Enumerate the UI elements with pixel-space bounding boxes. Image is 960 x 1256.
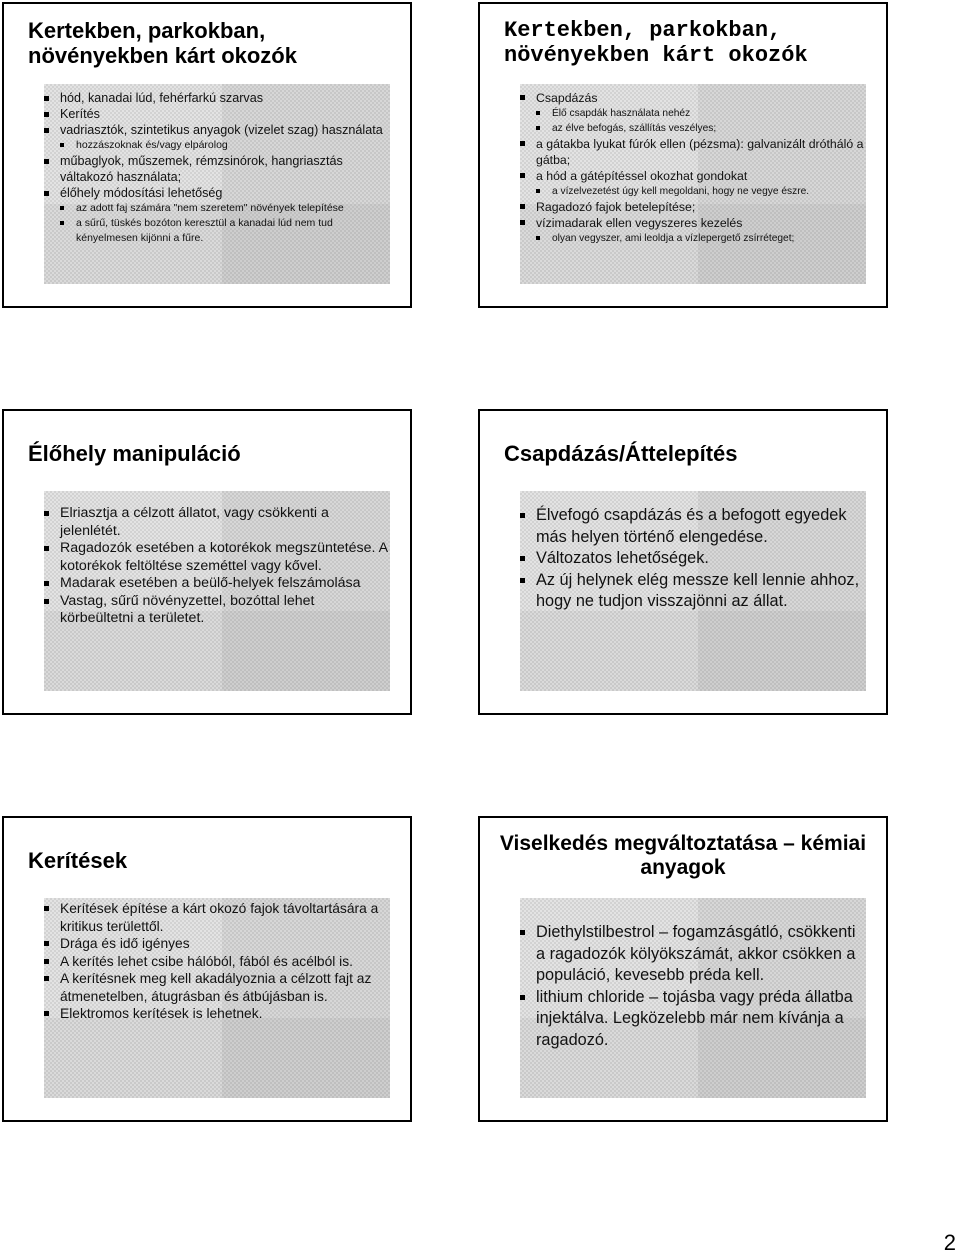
- square-bullet-icon: [44, 546, 49, 551]
- square-bullet-icon: [44, 511, 49, 516]
- square-bullet-icon: [536, 126, 540, 130]
- list-item: [520, 184, 866, 199]
- list-item-text: a sűrű, tüskés bozóton keresztül a kanadai lúd nem tud kényelmesen kijönni a fűre.: [76, 217, 333, 244]
- square-bullet-icon: [536, 236, 540, 240]
- square-bullet-icon: [520, 513, 525, 518]
- list-item: [44, 153, 390, 185]
- square-bullet-icon: [536, 111, 540, 115]
- list-item-text: Diethylstilbestrol – fogamzásgátló, csökkenti a ragadozók kölyökszámát, akkor csökken a populáció, kevesebb préda kell.: [536, 923, 856, 984]
- square-bullet-icon: [60, 221, 64, 225]
- bullet-list: [520, 90, 866, 246]
- list-item: [520, 106, 866, 121]
- list-item: [44, 106, 390, 122]
- list-item-text: Ragadozó fajok betelepítése;: [536, 200, 696, 214]
- square-bullet-icon: [60, 206, 64, 210]
- list-item-text: Drága és idő igényes: [60, 936, 190, 951]
- list-item-text: Kerítések építése a kárt okozó fajok távoltartására a kritikus területtől.: [60, 901, 379, 934]
- square-bullet-icon: [520, 930, 525, 935]
- slide-4: [478, 409, 888, 715]
- list-item-text: Az új helynek elég messze kell lennie ahhoz, hogy ne tudjon visszajönni az állat.: [536, 570, 860, 610]
- square-bullet-icon: [520, 173, 525, 178]
- square-bullet-icon: [44, 959, 49, 964]
- list-item-text: A kerítés lehet csibe hálóból, fából és acélból is.: [60, 953, 353, 969]
- slide-title: Viselkedés megváltoztatása – kémiai anyagok: [499, 832, 867, 880]
- list-item-text: Vastag, sűrű növényzettel, bozóttal lehet körbeültetni a területet.: [60, 592, 315, 626]
- list-item-text: olyan vegyszer, ami leoldja a vízlepergető zsírréteget;: [552, 233, 795, 244]
- list-item: [520, 922, 866, 987]
- list-item-text: hozzászoknak és/vagy elpárolog: [76, 139, 228, 151]
- slide-body: [520, 898, 866, 1098]
- list-item: [44, 1005, 390, 1023]
- bullet-list: [44, 505, 390, 628]
- square-bullet-icon: [536, 189, 540, 193]
- list-item: [520, 570, 866, 613]
- bullet-list: [520, 505, 866, 613]
- slide-body: [520, 491, 866, 691]
- list-item: [44, 216, 390, 246]
- list-item-text: élőhely módosítási lehetőség: [60, 186, 223, 200]
- page-number: 2: [943, 1230, 956, 1255]
- list-item: [520, 505, 866, 548]
- slide-body: [520, 84, 866, 284]
- square-bullet-icon: [520, 95, 525, 100]
- list-item: [520, 231, 866, 246]
- slide-3: [2, 409, 412, 715]
- bullet-list: [520, 922, 866, 1051]
- slide-title: Kertekben, parkokban, növényekben kárt okozók: [28, 18, 297, 69]
- square-bullet-icon: [520, 995, 525, 1000]
- square-bullet-icon: [44, 941, 49, 946]
- list-item-text: Csapdázás: [536, 91, 598, 105]
- square-bullet-icon: [44, 1011, 49, 1016]
- slide-title: Kertekben, parkokban, növényekben kárt okozók: [504, 18, 808, 69]
- list-item: [44, 122, 390, 138]
- slide-6: [478, 816, 888, 1122]
- square-bullet-icon: [44, 128, 49, 133]
- list-item-text: műbaglyok, műszemek, rémzsinórok, hangriasztás váltakozó használata;: [60, 154, 343, 184]
- slide-body: [44, 84, 390, 284]
- bullet-list: [44, 90, 390, 246]
- slide-body: [44, 898, 390, 1098]
- list-item: [44, 540, 390, 575]
- bullet-list: [44, 900, 390, 1023]
- slide-title: Élőhely manipuláció: [28, 441, 241, 466]
- list-item-text: Elektromos kerítések is lehetnek.: [60, 1006, 263, 1021]
- list-item: [520, 121, 866, 136]
- list-item: [44, 935, 390, 953]
- list-item-text: vízimadarak ellen vegyszeres kezelés: [536, 216, 743, 230]
- list-item-text: lithium chloride – tojásba vagy préda állatba injektálva. Legközelebb már nem kívánja a ragadozó.: [536, 987, 853, 1049]
- square-bullet-icon: [44, 159, 49, 164]
- slide-5: [2, 816, 412, 1122]
- square-bullet-icon: [44, 976, 49, 981]
- list-item-text: a vízelvezetést úgy kell megoldani, hogy ne vegye észre.: [552, 186, 810, 197]
- list-item: [44, 90, 390, 106]
- list-item-text: A kerítésnek meg kell akadályoznia a célzott fajt az átmenetelben, átugrásban és átbújásban is.: [60, 971, 372, 1004]
- list-item: [44, 185, 390, 201]
- list-item: [44, 575, 390, 593]
- list-item: [520, 215, 866, 231]
- list-item: [44, 900, 390, 935]
- list-item: [520, 168, 866, 184]
- list-item-text: Élő csapdák használata nehéz: [552, 108, 691, 119]
- list-item: [44, 970, 390, 1005]
- list-item-text: a gátakba lyukat fúrók ellen (pézsma): galvanizált drótháló a gátba;: [536, 137, 864, 167]
- square-bullet-icon: [60, 143, 64, 147]
- list-item-text: Elriasztja a célzott állatot, vagy csökkenti a jelenlétét.: [60, 505, 329, 539]
- slide-body: [44, 491, 390, 691]
- square-bullet-icon: [520, 578, 525, 583]
- square-bullet-icon: [520, 556, 525, 561]
- list-item-text: a hód a gátépítéssel okozhat gondokat: [536, 169, 748, 183]
- square-bullet-icon: [44, 112, 49, 117]
- list-item: [520, 199, 866, 215]
- list-item-text: az adott faj számára "nem szeretem" növények telepítése: [76, 202, 344, 214]
- square-bullet-icon: [44, 581, 49, 586]
- square-bullet-icon: [520, 141, 525, 146]
- list-item-text: vadriasztók, szintetikus anyagok (vizelet szag) használata: [60, 123, 383, 137]
- list-item: [520, 136, 866, 168]
- list-item-text: Élvefogó csapdázás és a befogott egyedek más helyen történő elengedése.: [536, 506, 847, 546]
- square-bullet-icon: [44, 96, 49, 101]
- list-item-text: Kerítés: [60, 107, 100, 121]
- square-bullet-icon: [44, 191, 49, 196]
- list-item: [520, 90, 866, 106]
- list-item-text: Ragadozók esetében a kotorékok megszüntetése. A kotorékok feltöltése szeméttel vagy kővel.: [60, 540, 388, 574]
- list-item-text: hód, kanadai lúd, fehérfarkú szarvas: [60, 91, 264, 105]
- list-item: [44, 505, 390, 540]
- square-bullet-icon: [44, 906, 49, 911]
- list-item: [520, 548, 866, 570]
- list-item-text: Madarak esetében a beülő-helyek felszámolása: [60, 575, 361, 591]
- square-bullet-icon: [44, 599, 49, 604]
- list-item-text: Változatos lehetőségek.: [536, 549, 709, 567]
- list-item: [44, 593, 390, 628]
- slide-title: Kerítések: [28, 848, 128, 873]
- list-item: [44, 138, 390, 153]
- list-item: [44, 953, 390, 971]
- slide-2: [478, 2, 888, 308]
- list-item: [520, 987, 866, 1052]
- slide-title: Csapdázás/Áttelepítés: [504, 441, 738, 466]
- square-bullet-icon: [520, 204, 525, 209]
- list-item-text: az élve befogás, szállítás veszélyes;: [552, 123, 717, 134]
- square-bullet-icon: [520, 220, 525, 225]
- list-item: [44, 201, 390, 216]
- slide-1: [2, 2, 412, 308]
